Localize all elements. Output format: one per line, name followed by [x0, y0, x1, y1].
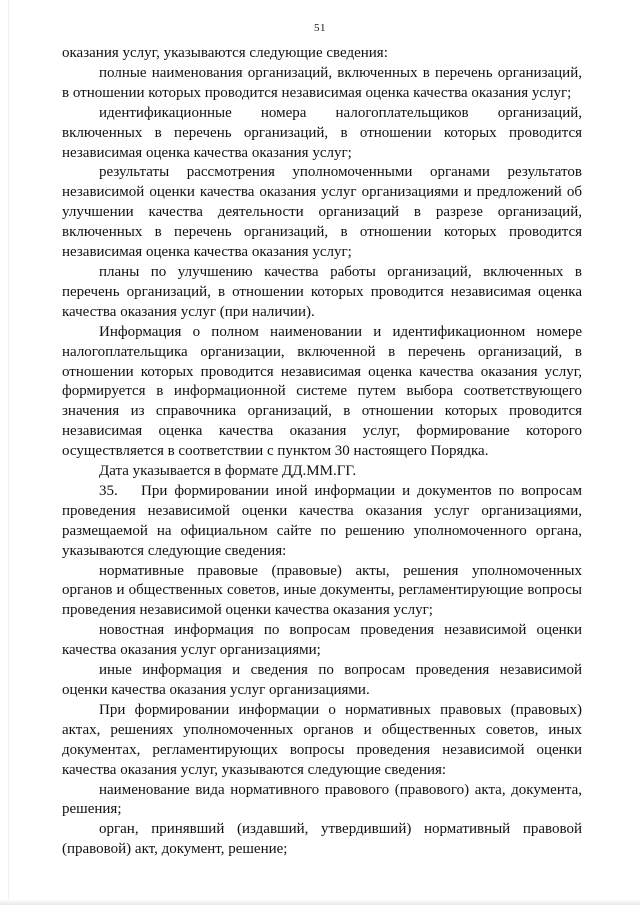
scan-artifact-line — [8, 0, 9, 905]
paragraph-issuing-body: орган, принявший (издавший, утвердивший) нормативный правовой (правовой) акт, документ, решение; — [62, 821, 582, 858]
paragraph-act-type-name: наименование вида нормативного правового (правового) акта, документа, решения; — [62, 781, 582, 818]
paragraph-improvement-plans: планы по улучшению качества работы организаций, включенных в перечень организаций, в отношении которых проводится независимая оценка качества оказания услуг (при наличии). — [62, 263, 582, 320]
item-35 — [62, 482, 582, 562]
paragraph-acts-details: При формировании информации о нормативных правовых (правовых) актах, решениях уполномоченных органов и общественных советов, иных документах, регламентирующих вопросы проведения независимой оценки качества оказания услуг, указываются следующие сведения: — [62, 701, 582, 778]
item-35-text: При формировании иной информации и документов по вопросам проведения независимой оценки качества оказания услуг организациями, размещаемой на официальном сайте по решению уполномоченного органа, указываются следующие сведения: — [62, 482, 582, 559]
page-body — [62, 44, 582, 860]
paragraph-normative-acts: нормативные правовые (правовые) акты, решения уполномоченных органов и общественных советов, иные документы, регламентирующие вопросы проведения независимой оценки качества оказания услуг; — [62, 562, 582, 619]
paragraph-full-names: полные наименования организаций, включенных в перечень организаций, в отношении которых проводится независимая оценка качества оказания услуг; — [62, 64, 582, 101]
page-number: 51 — [314, 22, 326, 34]
paragraph-org-info: Информация о полном наименовании и идентификационном номере налогоплательщика организации, включенной в перечень организаций, в отношении которых проводится независимая оценка качества оказания услуг, формируется в информационной системе путем выбора соответствующего значения из справочника организаций, в отношении которых проводится независимая оценка качества оказания услуг, формирование которого осуществляется в соответствии с пунктом 30 настоящего Порядка. — [62, 323, 582, 460]
paragraph-intro-continued: оказания услуг, указываются следующие сведения: — [62, 45, 388, 61]
scan-bottom-edge — [0, 899, 640, 905]
paragraph-inn: идентификационные номера налогоплательщиков организаций, включенных в перечень организаций, в отношении которых проводится независимая оценка качества оказания услуг; — [62, 104, 582, 161]
paragraph-news-info: новостная информация по вопросам проведения независимой оценки качества оказания услуг организациями; — [62, 622, 582, 659]
paragraph-review-results: результаты рассмотрения уполномоченными органами результатов независимой оценки качества оказания услуг организациями и предложений об улучшении качества деятельности организаций в разрезе организаций, включенных в перечень организаций, в отношении которых проводится независимая оценка качества оказания услуг; — [62, 164, 582, 261]
paragraph-other-info: иные информация и сведения по вопросам проведения независимой оценки качества оказания услуг организациями. — [62, 662, 582, 698]
item-35-number: 35. — [99, 482, 118, 499]
paragraph-date-format: Дата указывается в формате ДД.ММ.ГГ. — [99, 463, 357, 480]
